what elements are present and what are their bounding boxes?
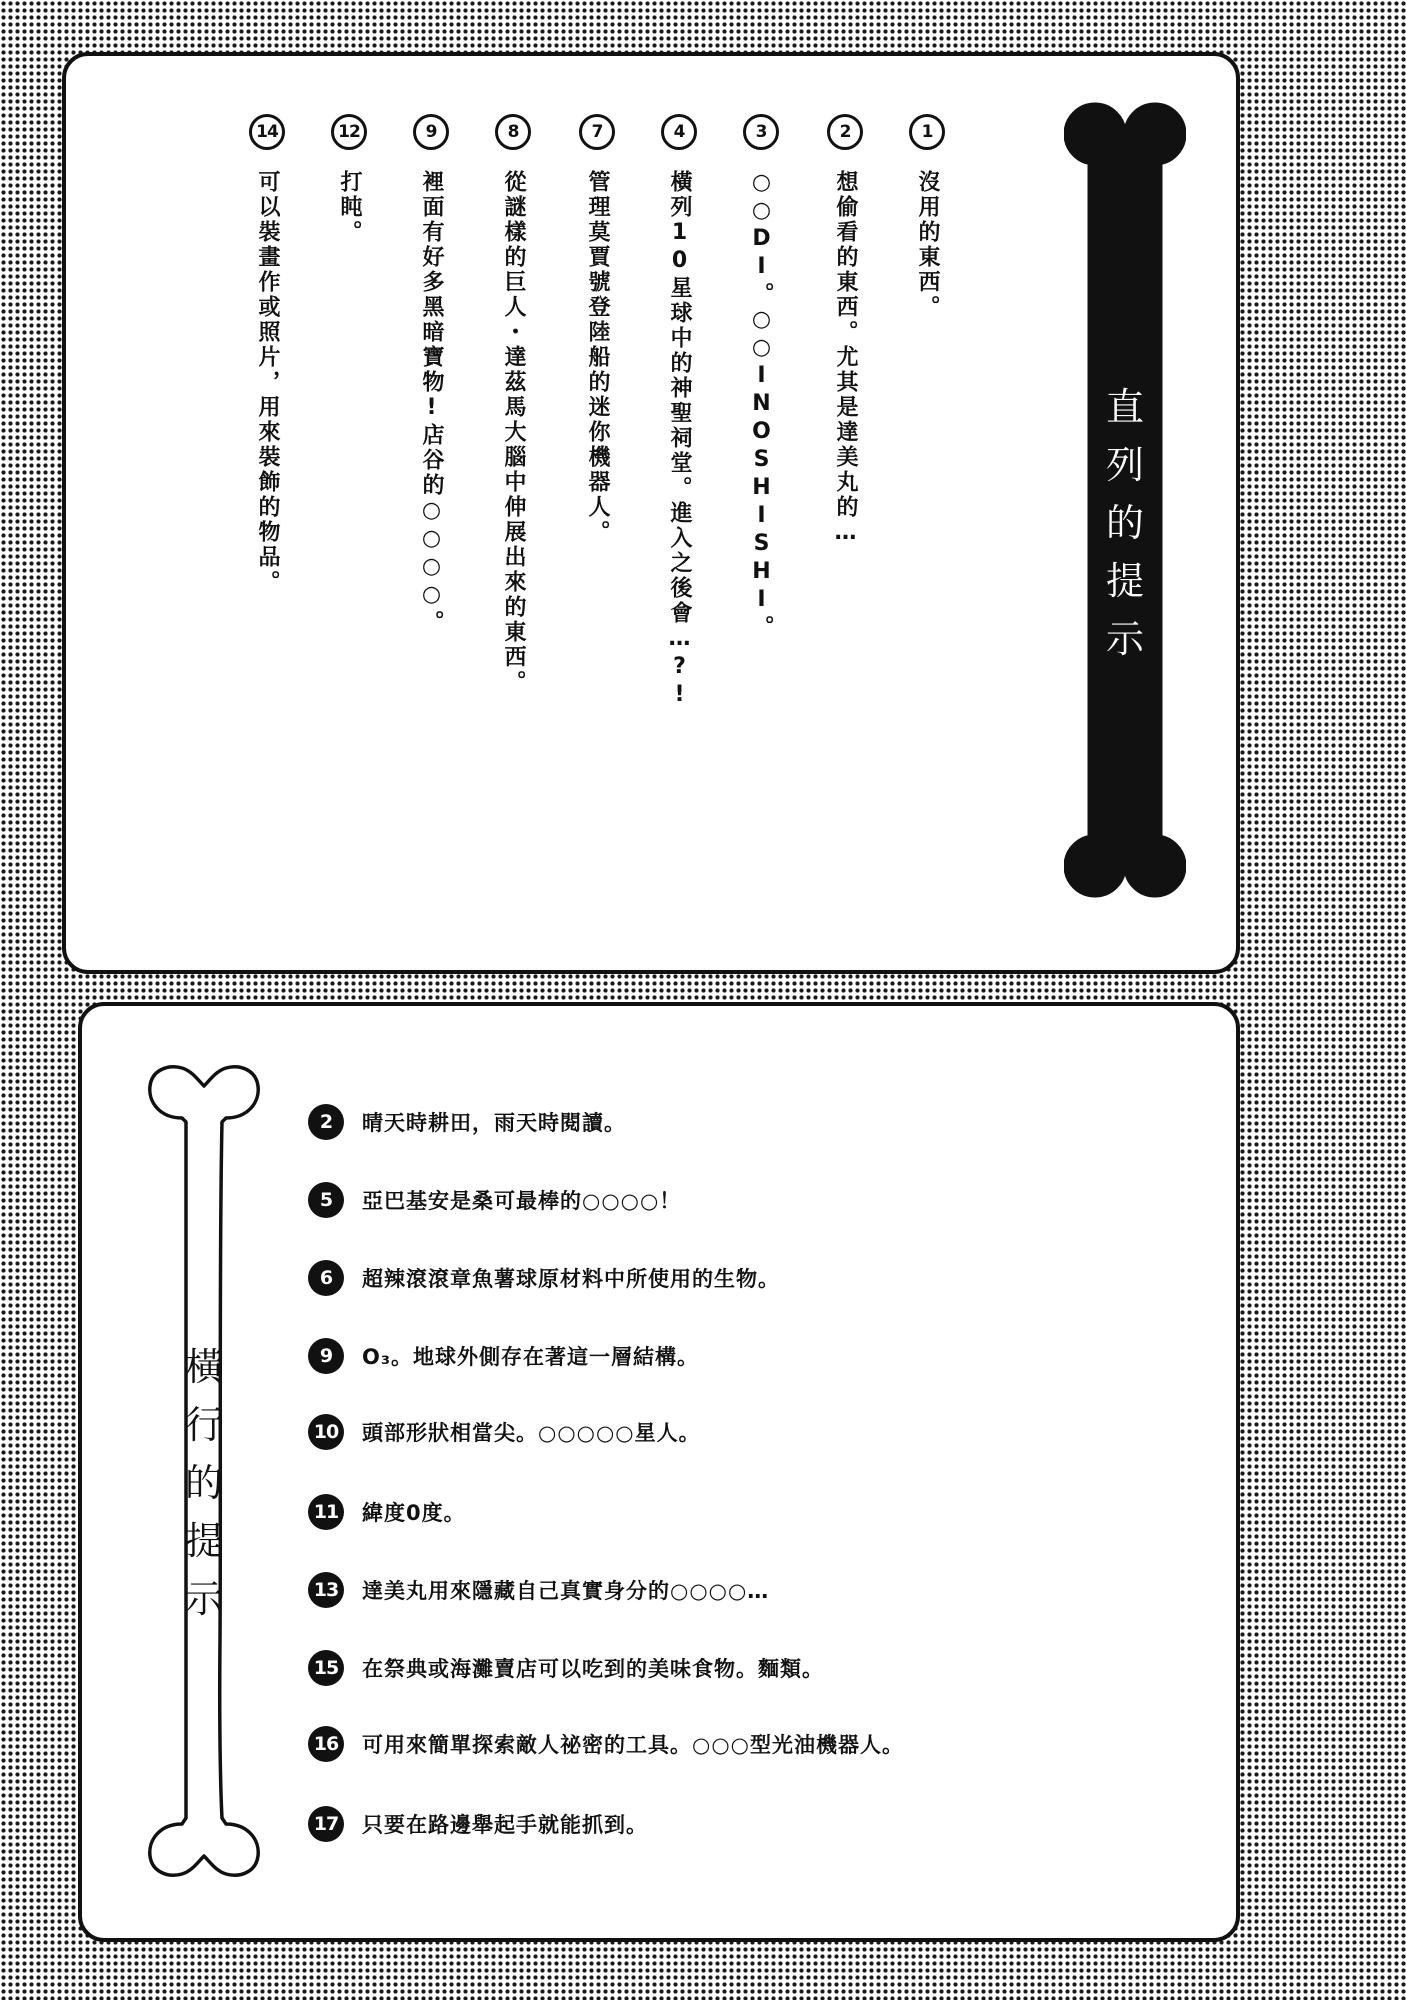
horizontal-clue (308, 1260, 780, 1296)
title-char: 直 (1105, 385, 1144, 429)
horizontal-clue (308, 1726, 904, 1762)
horizontal-clue (308, 1414, 701, 1450)
horizontal-clue (308, 1572, 769, 1608)
vertical-clue (490, 114, 536, 695)
clue-number-badge: 12 (331, 114, 367, 150)
clue-number-badge: 7 (579, 114, 615, 150)
vertical-clue (326, 114, 372, 245)
clue-number-badge: 6 (308, 1260, 344, 1296)
clue-number-badge: 10 (308, 1414, 344, 1450)
clue-text: 管理莫賈號登陸船的迷你機器人。 (585, 170, 610, 545)
title-char: 示 (184, 1577, 223, 1621)
clue-number-badge: 17 (308, 1806, 344, 1842)
clue-text: 只要在路邊舉起手就能抓到。 (362, 1813, 648, 1837)
vertical-clue (408, 114, 454, 635)
clue-text: 橫列10星球中的神聖祠堂。進入之後會…?! (667, 170, 692, 710)
horizontal-clue (308, 1494, 466, 1530)
vertical-clue (738, 114, 784, 640)
clue-number-badge: 2 (827, 114, 863, 150)
clue-text: 裡面有好多黑暗寶物!店谷的○○○○。 (419, 170, 444, 635)
vertical-clue (244, 114, 290, 595)
clue-number-badge: 9 (308, 1338, 344, 1374)
horizontal-clue (308, 1806, 648, 1842)
clue-number-badge: 3 (743, 114, 779, 150)
title-char: 的 (184, 1461, 223, 1505)
title-char: 提 (1105, 559, 1144, 603)
clue-text: ○○DI。○○INOSHISHI。 (749, 170, 774, 640)
horizontal-clue (308, 1182, 681, 1218)
vertical-clues-title (1084, 385, 1166, 678)
clue-number-badge: 15 (308, 1650, 344, 1686)
clue-text: 打盹。 (337, 170, 362, 245)
clue-text: 可用來簡單探索敵人祕密的工具。○○○型光油機器人。 (362, 1733, 904, 1757)
clue-text: 晴天時耕田，雨天時閱讀。 (362, 1111, 626, 1135)
title-char: 列 (1105, 443, 1144, 487)
clue-number-badge: 4 (661, 114, 697, 150)
title-char: 行 (184, 1403, 223, 1447)
vertical-clue (904, 114, 950, 320)
horizontal-clue (308, 1104, 626, 1140)
clue-text: 沒用的東西。 (915, 170, 940, 320)
clue-number-badge: 5 (308, 1182, 344, 1218)
clue-text: 想偷看的東西。尤其是達美丸的… (833, 170, 858, 548)
clue-text: 亞巴基安是桑可最棒的○○○○！ (362, 1189, 682, 1213)
vertical-clue (574, 114, 620, 545)
clue-text: 從謎樣的巨人・達茲馬大腦中伸展出來的東西。 (501, 170, 526, 695)
title-char: 提 (184, 1519, 223, 1563)
clue-text: 頭部形狀相當尖。○○○○○星人。 (362, 1421, 701, 1445)
clue-text: 超辣滾滾章魚薯球原材料中所使用的生物。 (362, 1267, 780, 1291)
clue-text: 達美丸用來隱藏自己真實身分的○○○○… (362, 1579, 770, 1603)
horizontal-clues-title (164, 1345, 244, 1638)
clue-text: 可以裝畫作或照片，用來裝飾的物品。 (255, 170, 280, 595)
clue-number-badge: 14 (249, 114, 285, 150)
title-char: 橫 (184, 1345, 223, 1389)
title-char: 示 (1105, 617, 1144, 661)
clue-text: 緯度0度。 (362, 1501, 466, 1525)
horizontal-clue (308, 1338, 699, 1374)
clue-text: O₃。地球外側存在著這一層結構。 (362, 1345, 700, 1369)
clue-number-badge: 1 (909, 114, 945, 150)
horizontal-clue (308, 1650, 824, 1686)
vertical-clue (822, 114, 868, 548)
clue-number-badge: 16 (308, 1726, 344, 1762)
title-char: 的 (1105, 501, 1144, 545)
clue-number-badge: 9 (413, 114, 449, 150)
clue-text: 在祭典或海灘賣店可以吃到的美味食物。麵類。 (362, 1657, 824, 1681)
clue-number-badge: 2 (308, 1104, 344, 1140)
vertical-clue (656, 114, 702, 710)
clue-number-badge: 8 (495, 114, 531, 150)
clue-number-badge: 11 (308, 1494, 344, 1530)
clue-number-badge: 13 (308, 1572, 344, 1608)
